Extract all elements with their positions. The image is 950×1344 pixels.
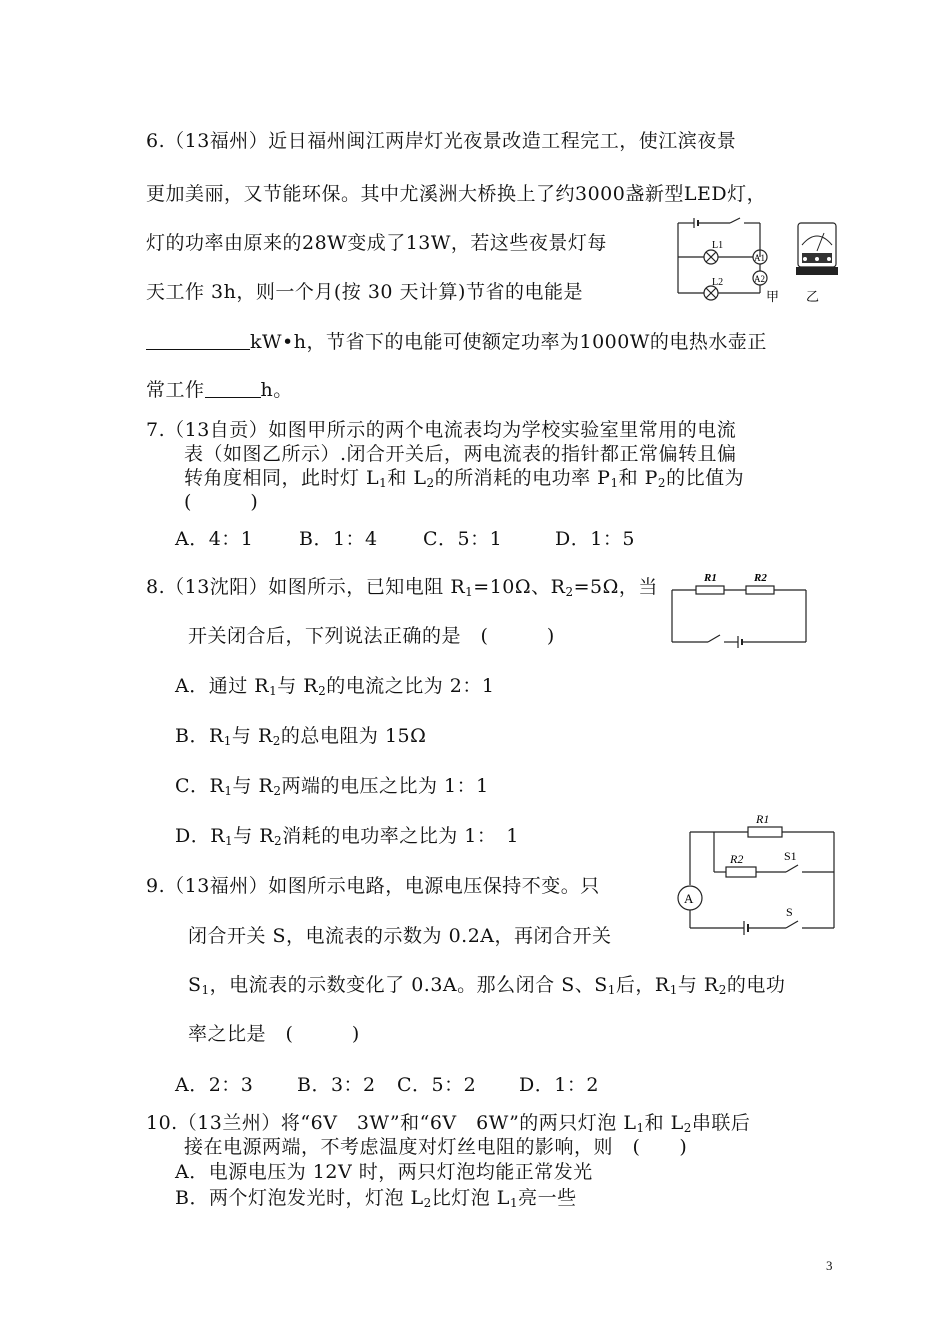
q6-line1: 6.（13福州）近日福州闽江两岸灯光夜景改造工程完工，使江滨夜景 <box>146 130 737 152</box>
q8-line2: 开关闭合后，下列说法正确的是 ( ) <box>188 625 555 647</box>
q10-option-b[interactable]: B．两个灯泡发光时，灯泡 $L_2$比灯泡 $L_1$亮一些 <box>175 1187 577 1210</box>
q9-option-c[interactable]: C．5：2 <box>397 1074 477 1096</box>
q6-line5-wrap <box>146 330 767 354</box>
q8-option-c[interactable]: C．$R_1$与 $R_2$两端的电压之比为 1：1 <box>175 775 489 798</box>
q7-option-c[interactable]: C．5：1 <box>423 528 503 550</box>
q9-fig-r2: R2 <box>730 852 744 866</box>
q9-line4: 率之比是 ( ) <box>188 1023 360 1045</box>
fig-jia-label: 甲 <box>766 289 780 304</box>
q9-line1: 9.（13福州）如图所示电路，电源电压保持不变。只 <box>146 875 600 897</box>
q6-line5: kW•h，节省下的电能可使额定功率为1000W的电热水壶正 <box>250 331 767 353</box>
answer-blank-2[interactable] <box>205 379 261 398</box>
q7-line1: 7.（13自贡）如图甲所示的两个电流表均为学校实验室里常用的电流 <box>146 419 737 441</box>
q7-option-d[interactable]: D．1：5 <box>555 528 635 550</box>
fig-l2-label: L2 <box>712 277 724 288</box>
q9-fig-s: S <box>786 905 793 919</box>
q9-option-b[interactable]: B．3：2 <box>297 1074 376 1096</box>
q9-circuit-figure <box>674 810 844 939</box>
q8-fig-r1: R1 <box>704 572 717 584</box>
fig-a2-label: A2 <box>754 274 765 284</box>
q10-line1: 10.（13兰州）将“6V 3W”和“6V 6W”的两只灯泡 $L_1$和 $L_2$串联后 <box>146 1112 751 1135</box>
answer-blank-1[interactable] <box>146 331 250 350</box>
ammeter-icon <box>796 223 838 275</box>
fig-a1-label: A1 <box>754 253 765 263</box>
q6-line3: 灯的功率由原来的28W变成了13W，若这些夜景灯每 <box>146 232 607 254</box>
q6-line6a: 常工作 <box>146 379 205 401</box>
q9-line3: $S_1$，电流表的示数变化了 0.3A。那么闭合 S、$S_1$后，$R_1$与 $R_2$的电功 <box>188 974 786 997</box>
q9-fig-r1: R1 <box>756 812 770 826</box>
q7-option-b[interactable]: B．1：4 <box>299 528 378 550</box>
q9-line2: 闭合开关 S，电流表的示数为 0.2A，再闭合开关 <box>188 925 612 947</box>
q7-line4: ( ) <box>184 491 259 513</box>
q7-circuit-figure <box>674 215 844 311</box>
q8-fig-r2: R2 <box>754 572 767 584</box>
q9-options <box>175 1073 599 1097</box>
q8-circuit-figure <box>668 568 813 652</box>
page-number: 3 <box>826 1258 833 1273</box>
q10-option-a[interactable]: A．电源电压为 12V 时，两只灯泡均能正常发光 <box>175 1161 593 1183</box>
q6-line6b: h。 <box>260 379 293 401</box>
q8-option-d[interactable]: D．$R_1$与 $R_2$消耗的电功率之比为 1： 1 <box>175 825 519 848</box>
q6-line6 <box>146 378 293 402</box>
q6-line4: 天工作 3h，则一个月(按 30 天计算)节省的电能是 <box>146 281 583 303</box>
fig-l1-label: L1 <box>712 240 724 251</box>
q8-option-b[interactable]: B．$R_1$与 $R_2$的总电阻为 15Ω <box>175 725 427 748</box>
q7-options <box>175 527 635 551</box>
q8-line1: 8.（13沈阳）如图所示，已知电阻 $R_1=10\Omega$、$R_2=5\Omega$，当 <box>146 576 658 599</box>
q6-line2: 更加美丽，又节能环保。其中尤溪洲大桥换上了约3000盏新型LED灯， <box>146 183 767 205</box>
q9-fig-a: A <box>684 891 694 906</box>
q7-option-a[interactable]: A．4：1 <box>175 528 254 550</box>
q10-line2: 接在电源两端，不考虑温度对灯丝电阻的影响，则 ( ) <box>184 1136 688 1158</box>
q7-line3: 转角度相同，此时灯 $L_1$和 $L_2$的所消耗的电功率 $P_1$和 $P_2$的比值为 <box>184 467 745 490</box>
fig-yi-label: 乙 <box>806 289 820 304</box>
q9-option-a[interactable]: A．2：3 <box>175 1074 254 1096</box>
q9-fig-s1: S1 <box>784 849 797 863</box>
q8-option-a[interactable]: A．通过 $R_1$与 $R_2$的电流之比为 2：1 <box>175 675 495 698</box>
q7-line2: 表（如图乙所示）.闭合开关后，两电流表的指针都正常偏转且偏 <box>184 443 737 465</box>
q9-option-d[interactable]: D．1：2 <box>519 1074 599 1096</box>
